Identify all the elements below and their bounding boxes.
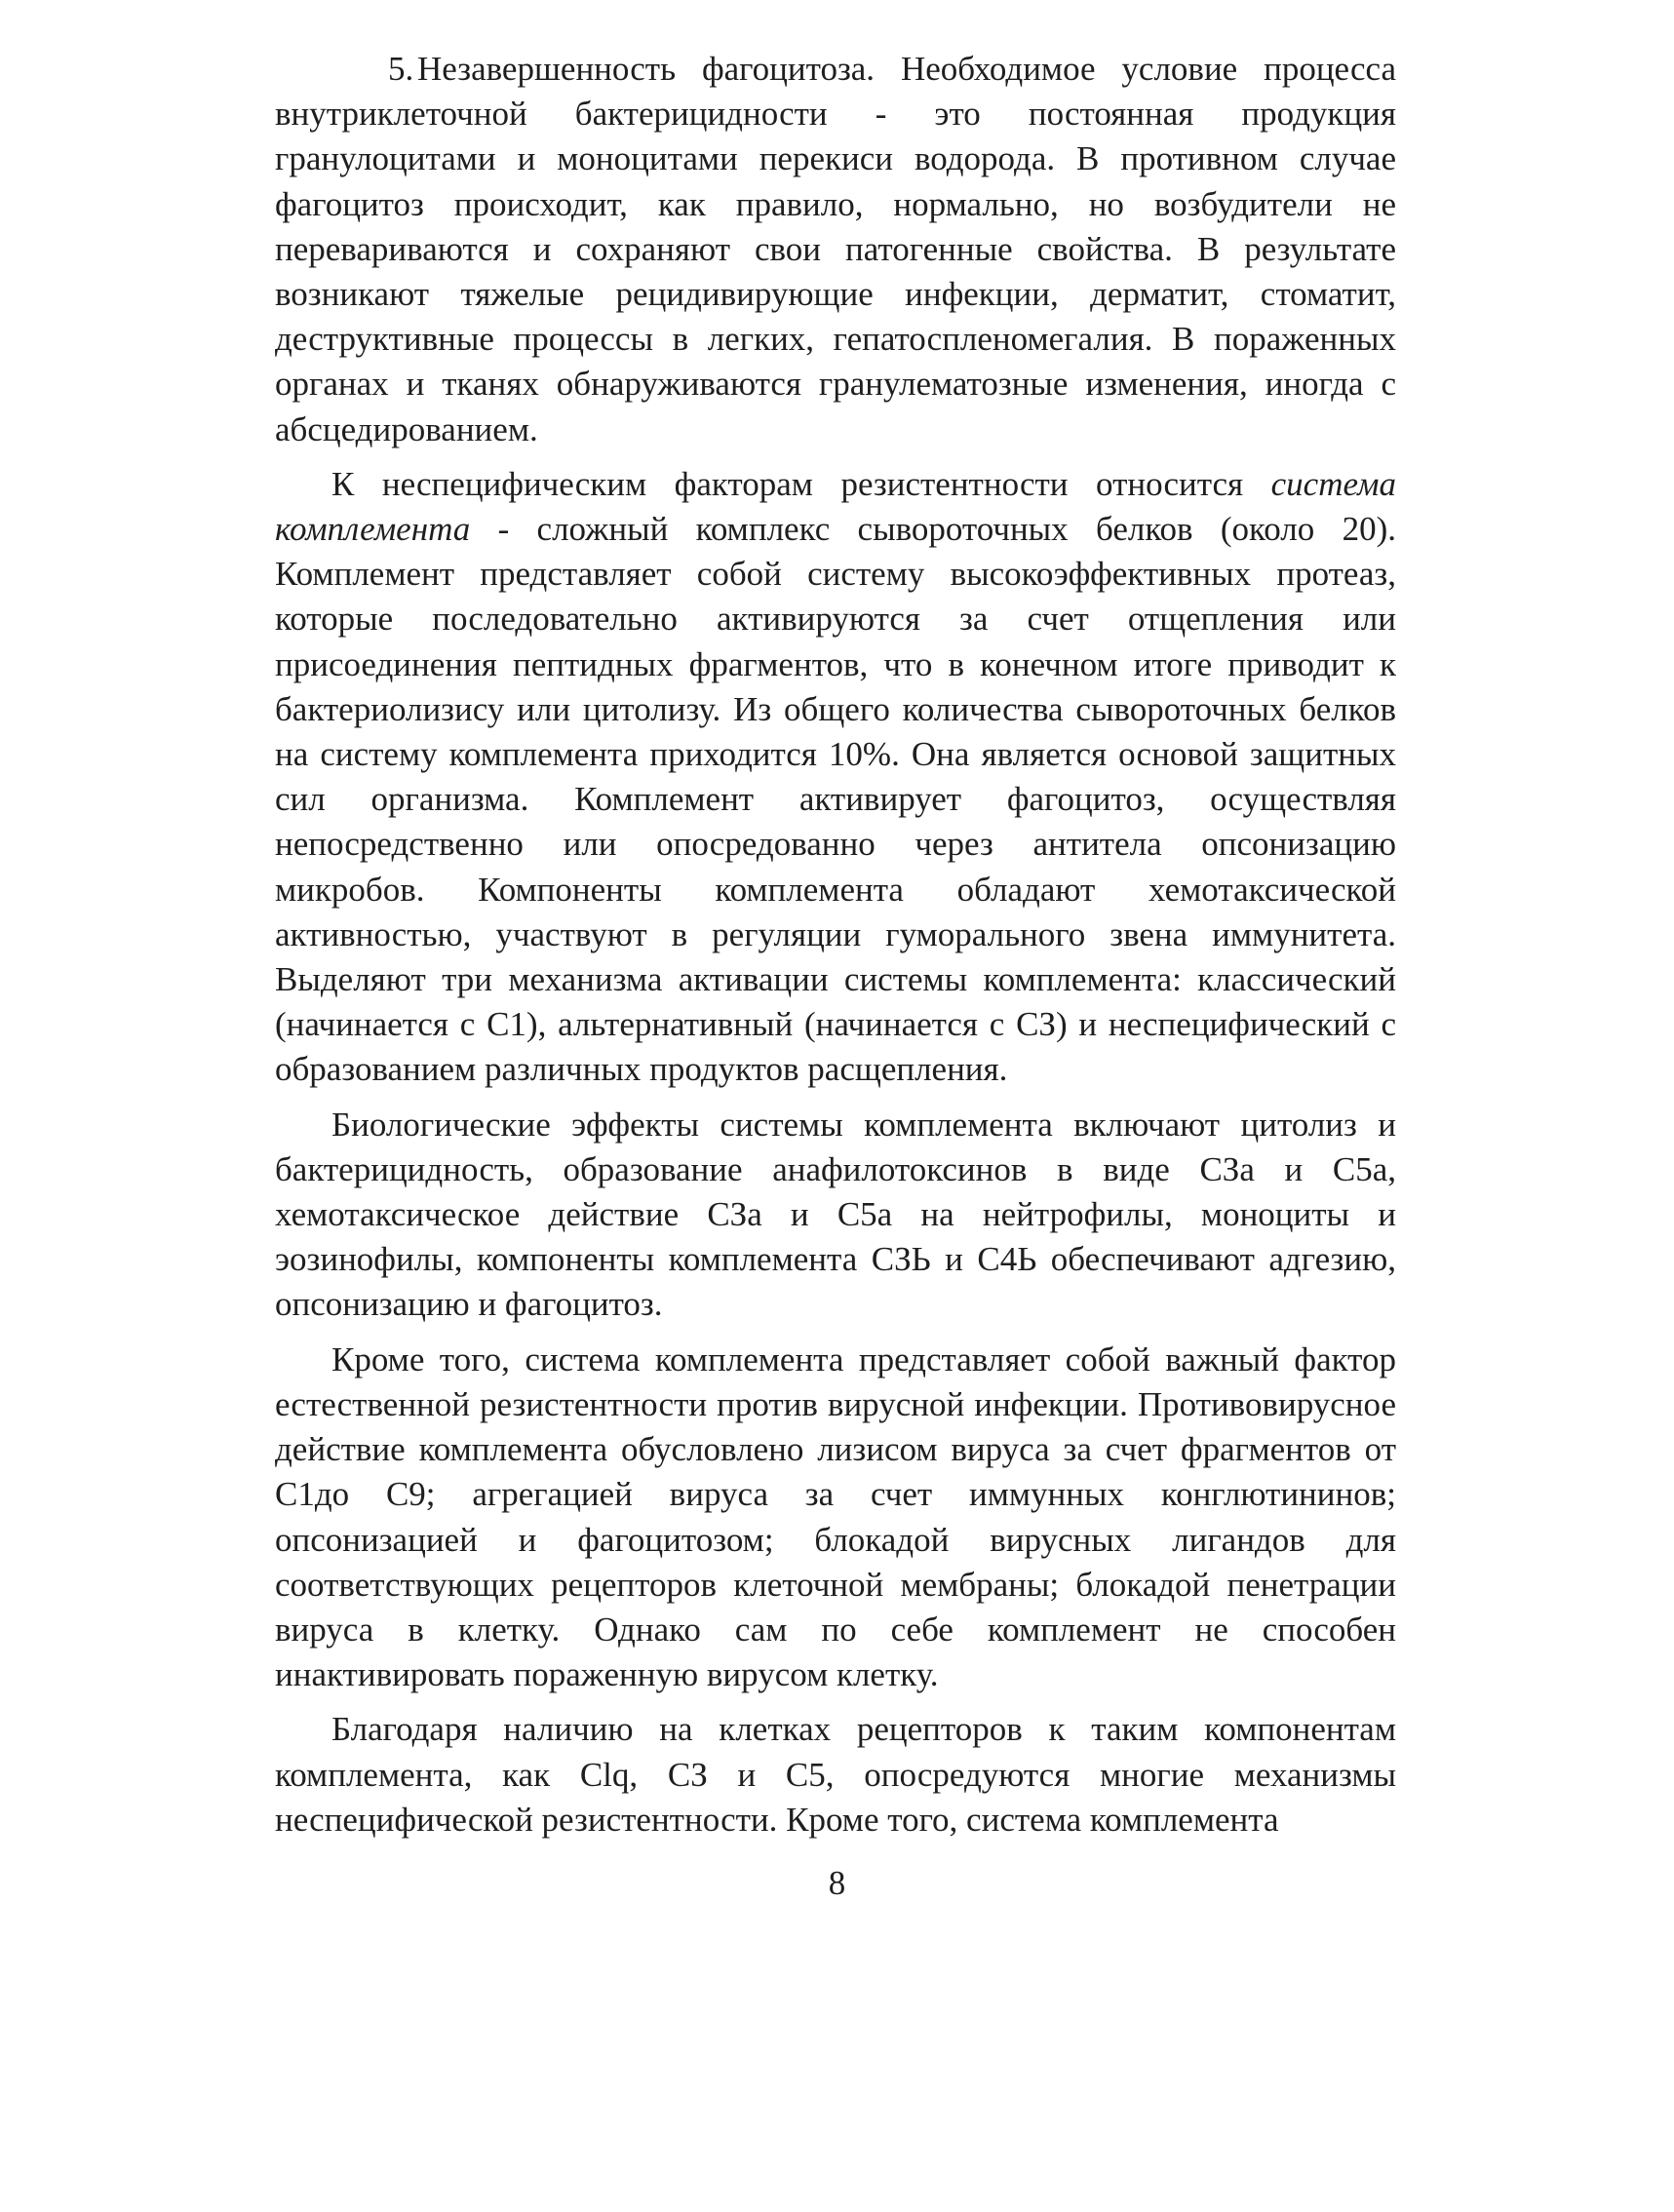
paragraph-text: Кроме того, система комплемента представляет собой важный фактор естественной резистентности против вирусной инфекции. Противовирусное действие комплемента обусловлено лизисом вируса за счет фрагментов от С1до С9; агрегацией вируса за счет иммунных конглютининов; опсонизацией и фагоцитозом; блокадой вирусных лигандов для соответствующих рецепторов клеточной мембраны; блокадой пенетрации вируса в клетку. Однако сам по себе комплемент не способен инактивировать пораженную вирусом клетку. <box>275 1339 1396 1694</box>
paragraph-text: сложный комплекс сывороточных белков (около 20). Комплемент представляет собой систему высокоэффективных протеаз, которые последовательно активируются за счет отщепления или присоединения пептидных фрагментов, что в конечном итоге приводит к бактериолизису или цитолизу. Из общего количества сывороточных белков на систему комплемента приходится 10%. Она является основой защитных сил организма. Комплемент активирует фагоцитоз, осуществляя непосредственно или опосредованно через антитела опсонизацию микробов. Компоненты комплемента обладают хемотаксической активностью, участвуют в регуляции гуморального звена иммунитета. Выделяют три механизма активации системы комплемента: классический (начинается с С1), альтернативный (начинается с СЗ) и неспецифический с образованием различных продуктов расщепления. <box>275 510 1396 1089</box>
page-number: 8 <box>828 1864 846 1902</box>
paragraph-antiviral-action <box>275 1338 1396 1698</box>
paragraph-text: Биологические эффекты системы комплемента включают цитолиз и бактерицидность, образование анафилотоксинов в виде СЗа и С5а, хемотаксическое действие СЗа и С5а на нейтрофилы, моноциты и эозинофилы, компоненты комплемента СЗЬ и С4Ь обеспечивают адгезию, опсонизацию и фагоцитоз. <box>275 1105 1396 1324</box>
paragraph-receptors <box>275 1707 1396 1843</box>
body-text <box>275 47 1396 1843</box>
paragraph-text: внутриклеточной бактерицидности - это постоянная продукция гранулоцитами и моноцитами перекиси водорода. В противном случае фагоцитоз происходит, как правило, нормально, но возбудители не перевариваются и сохраняют свои патогенные свойства. В результате возникают тяжелые рецидивирующие инфекции, дерматит, стоматит, деструктивные процессы в легких, гепатоспленомегалия. В пораженных органах и тканях обнаруживаются гранулематозные изменения, иногда с абсцедированием. <box>275 95 1396 448</box>
list-item-first-line <box>331 50 1396 88</box>
paragraph-text-lead: К неспецифическим факторам резистентности относится <box>331 464 1271 503</box>
emphasized-term: система комплемента - <box>275 464 1396 549</box>
paragraph-text: Благодаря наличию на клетках рецепторов к таким компонентам комплемента, как Clq, СЗ и С5, опосредуются многие механизмы неспецифической резистентности. Кроме того, система комплемента <box>275 1710 1396 1839</box>
list-item-heading: Незавершенность фагоцитоза. Необходимое условие процесса <box>417 50 1396 88</box>
paragraph-biological-effects <box>275 1103 1396 1328</box>
list-number: 5. <box>388 50 414 88</box>
paragraph-complement-system <box>275 462 1396 1093</box>
paragraph-incomplete-phagocytosis <box>275 47 1396 452</box>
